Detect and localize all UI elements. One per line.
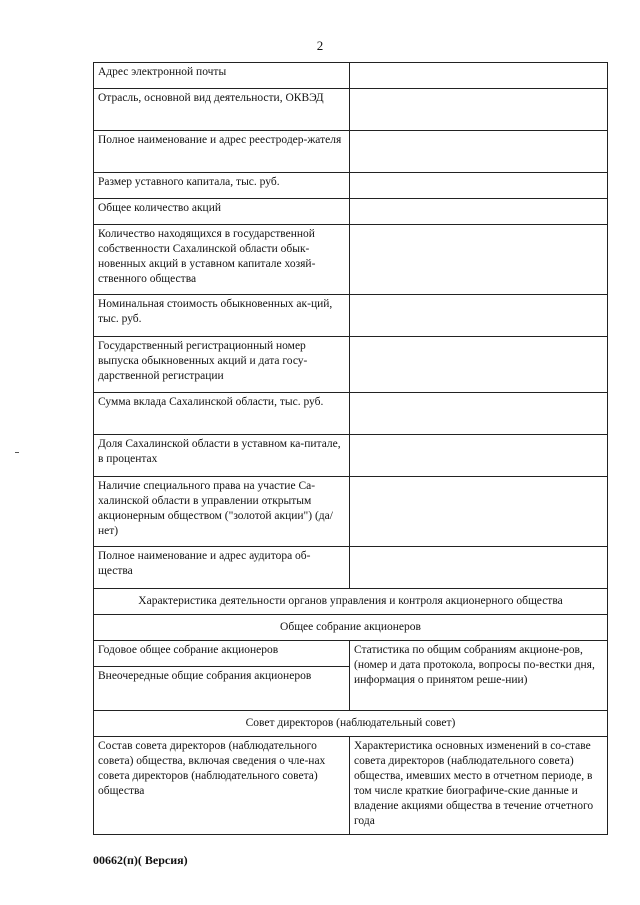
row-value bbox=[350, 131, 608, 173]
table-row bbox=[94, 641, 608, 667]
section-header-row bbox=[94, 711, 608, 737]
section-board-heading: Совет директоров (наблюдательный совет) bbox=[94, 711, 608, 737]
row-value bbox=[350, 547, 608, 589]
table-row bbox=[94, 547, 608, 589]
section-management-heading: Характеристика деятельности органов управления и контроля акционерного общества bbox=[94, 589, 608, 615]
row-label: Общее количество акций bbox=[94, 199, 350, 225]
meeting-statistics-label: Статистика по общим собраниям акционе-ров, (номер и дата протокола, вопросы по-вестки дня, информация о принятом реше-нии) bbox=[350, 641, 608, 711]
row-value bbox=[350, 393, 608, 435]
page-number: 2 bbox=[316, 38, 324, 53]
row-value bbox=[350, 63, 608, 89]
extraordinary-meeting-label: Внеочередные общие собрания акционеров bbox=[94, 667, 350, 711]
table-row bbox=[94, 295, 608, 337]
row-label: Адрес электронной почты bbox=[94, 63, 350, 89]
row-label: Отрасль, основной вид деятельности, ОКВЭД bbox=[94, 89, 350, 131]
row-value bbox=[350, 337, 608, 393]
row-value bbox=[350, 173, 608, 199]
row-value bbox=[350, 89, 608, 131]
scan-mark bbox=[15, 452, 19, 453]
table-row bbox=[94, 393, 608, 435]
row-label: Номинальная стоимость обыкновенных ак-ций, тыс. руб. bbox=[94, 295, 350, 337]
section-meeting-heading: Общее собрание акционеров bbox=[94, 615, 608, 641]
table-row bbox=[94, 337, 608, 393]
row-value bbox=[350, 477, 608, 547]
annual-meeting-label: Годовое общее собрание акционеров bbox=[94, 641, 350, 667]
row-label: Государственный регистрационный номер выпуска обыкновенных акций и дата госу-дарственной регистрации bbox=[94, 337, 350, 393]
table-row bbox=[94, 435, 608, 477]
table-row bbox=[94, 63, 608, 89]
row-value bbox=[350, 199, 608, 225]
table-row bbox=[94, 173, 608, 199]
row-value bbox=[350, 435, 608, 477]
board-changes-label: Характеристика основных изменений в со-ставе совета директоров (наблюдательного совета) общества, имевших место в отчетном периоде, в том числе краткие биографиче-ские данные и владение акциями общества в течение отчетного года bbox=[350, 737, 608, 835]
table-row bbox=[94, 225, 608, 295]
row-label: Сумма вклада Сахалинской области, тыс. руб. bbox=[94, 393, 350, 435]
board-composition-label: Состав совета директоров (наблюдательного совета) общества, включая сведения о чле-нах совета директоров (наблюдательного совета) общества bbox=[94, 737, 350, 835]
document-footer-id: 00662(п)( Версия) bbox=[93, 853, 188, 867]
company-info-table bbox=[93, 62, 608, 835]
section-header-row bbox=[94, 589, 608, 615]
row-label: Наличие специального права на участие Са-халинской области в управлении открытым акционерным обществом ("золотой акции") (да/нет) bbox=[94, 477, 350, 547]
table-row bbox=[94, 477, 608, 547]
table-row bbox=[94, 199, 608, 225]
row-label: Размер уставного капитала, тыс. руб. bbox=[94, 173, 350, 199]
row-label: Полное наименование и адрес реестродер-жателя bbox=[94, 131, 350, 173]
row-value bbox=[350, 295, 608, 337]
table-row bbox=[94, 737, 608, 835]
section-header-row bbox=[94, 615, 608, 641]
table-row bbox=[94, 89, 608, 131]
row-label: Доля Сахалинской области в уставном ка-питале, в процентах bbox=[94, 435, 350, 477]
row-value bbox=[350, 225, 608, 295]
table-row bbox=[94, 131, 608, 173]
row-label: Количество находящихся в государственной собственности Сахалинской области обык-новенных акций в уставном капитале хозяй-ственного общества bbox=[94, 225, 350, 295]
row-label: Полное наименование и адрес аудитора об-щества bbox=[94, 547, 350, 589]
